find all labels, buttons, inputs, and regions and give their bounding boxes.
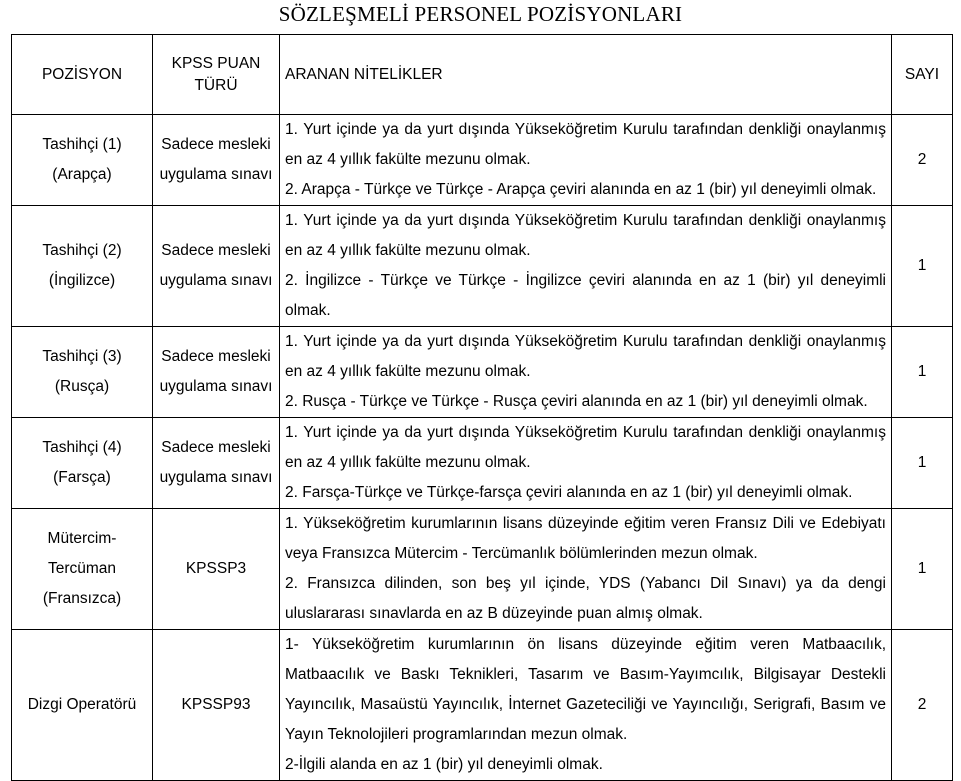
- requirement-item: 2. İngilizce - Türkçe ve Türkçe - İngilizce çeviri alanında en az 1 (bir) yıl deneyimli olmak.: [285, 272, 886, 319]
- header-kpss-score-type: [153, 35, 280, 115]
- position-cell: Tashihçi (3) (Rusça): [12, 327, 153, 418]
- position-cell: Tashihçi (1) (Arapça): [12, 115, 153, 206]
- count-cell: 1: [892, 418, 953, 509]
- requirement-item: 1. Yükseköğretim kurumlarının lisans düzeyinde eğitim veren Fransız Dili ve Edebiyatı veya Fransızca Mütercim - Tercümanlık bölümlerinden mezun olmak.: [285, 515, 886, 562]
- header-position: POZİSYON: [12, 35, 153, 115]
- table-row: [12, 418, 953, 509]
- table-row: [12, 509, 953, 630]
- position-cell: Tashihçi (2) (İngilizce): [12, 206, 153, 327]
- kpss-cell: Sadece mesleki uygulama sınavı: [153, 115, 280, 206]
- document-title: SÖZLEŞMELİ PERSONEL POZİSYONLARI: [278, 2, 683, 26]
- requirement-item: 1. Yurt içinde ya da yurt dışında Yükseköğretim Kurulu tarafından denkliği onaylanmış en az 4 yıllık fakülte mezunu olmak.: [285, 333, 886, 380]
- header-count: SAYI: [892, 35, 953, 115]
- table-row: [12, 115, 953, 206]
- table-row: [12, 630, 953, 781]
- count-cell: 1: [892, 509, 953, 630]
- requirement-item: 2. Arapça - Türkçe ve Türkçe - Arapça çeviri alanında en az 1 (bir) yıl deneyimli olmak.: [285, 181, 877, 198]
- table-header-row: [12, 35, 953, 115]
- kpss-cell: Sadece mesleki uygulama sınavı: [153, 327, 280, 418]
- count-cell: 2: [892, 115, 953, 206]
- kpss-cell: Sadece mesleki uygulama sınavı: [153, 418, 280, 509]
- requirement-item: 2. Farsça-Türkçe ve Türkçe-farsça çeviri alanında en az 1 (bir) yıl deneyimli olmak.: [285, 484, 853, 501]
- header-kpss-line-1: KPSS PUAN: [171, 54, 261, 72]
- kpss-cell: Sadece mesleki uygulama sınavı: [153, 206, 280, 327]
- requirements-cell: [280, 509, 892, 630]
- requirements-cell: [280, 327, 892, 418]
- requirements-cell: [280, 630, 892, 781]
- count-cell: 1: [892, 327, 953, 418]
- table-row: [12, 327, 953, 418]
- requirements-cell: [280, 115, 892, 206]
- table-row: [12, 206, 953, 327]
- requirements-cell: [280, 206, 892, 327]
- header-kpss-line-2: TÜRÜ: [194, 76, 238, 94]
- requirements-cell: [280, 418, 892, 509]
- kpss-cell: KPSSP3: [153, 509, 280, 630]
- kpss-cell: KPSSP93: [153, 630, 280, 781]
- count-cell: 2: [892, 630, 953, 781]
- requirement-item: 2-İlgili alanda en az 1 (bir) yıl deneyimli olmak.: [285, 756, 603, 773]
- requirement-item: 2. Rusça - Türkçe ve Türkçe - Rusça çeviri alanında en az 1 (bir) yıl deneyimli olmak.: [285, 393, 868, 410]
- requirement-item: 1- Yükseköğretim kurumlarının ön lisans düzeyinde eğitim veren Matbaacılık, Matbaacılık ve Baskı Teknikleri, Tasarım ve Basım-Yayımcılık, Bilgisayar Destekli Yayıncılık, Masaüstü Yayıncılık, İnternet Gazeteciliği ve Yayıncılığı, Serigrafi, Basım ve Yayın Teknolojileri programlarından mezun olmak.: [285, 636, 886, 743]
- position-cell: Mütercim- Tercüman (Fransızca): [12, 509, 153, 630]
- requirement-item: 1. Yurt içinde ya da yurt dışında Yükseköğretim Kurulu tarafından denkliği onaylanmış en az 4 yıllık fakülte mezunu olmak.: [285, 121, 886, 168]
- requirement-item: 2. Fransızca dilinden, son beş yıl içinde, YDS (Yabancı Dil Sınavı) ya da dengi uluslararası sınavlarda en az B düzeyinde puan almış olmak.: [285, 575, 886, 622]
- header-requirements: ARANAN NİTELİKLER: [280, 35, 892, 115]
- requirement-item: 1. Yurt içinde ya da yurt dışında Yükseköğretim Kurulu tarafından denkliği onaylanmış en az 4 yıllık fakülte mezunu olmak.: [285, 424, 886, 471]
- requirement-item: 1. Yurt içinde ya da yurt dışında Yükseköğretim Kurulu tarafından denkliği onaylanmış en az 4 yıllık fakülte mezunu olmak.: [285, 212, 886, 259]
- position-cell: Tashihçi (4) (Farsça): [12, 418, 153, 509]
- positions-table: [11, 34, 953, 781]
- position-cell: Dizgi Operatörü: [12, 630, 153, 781]
- count-cell: 1: [892, 206, 953, 327]
